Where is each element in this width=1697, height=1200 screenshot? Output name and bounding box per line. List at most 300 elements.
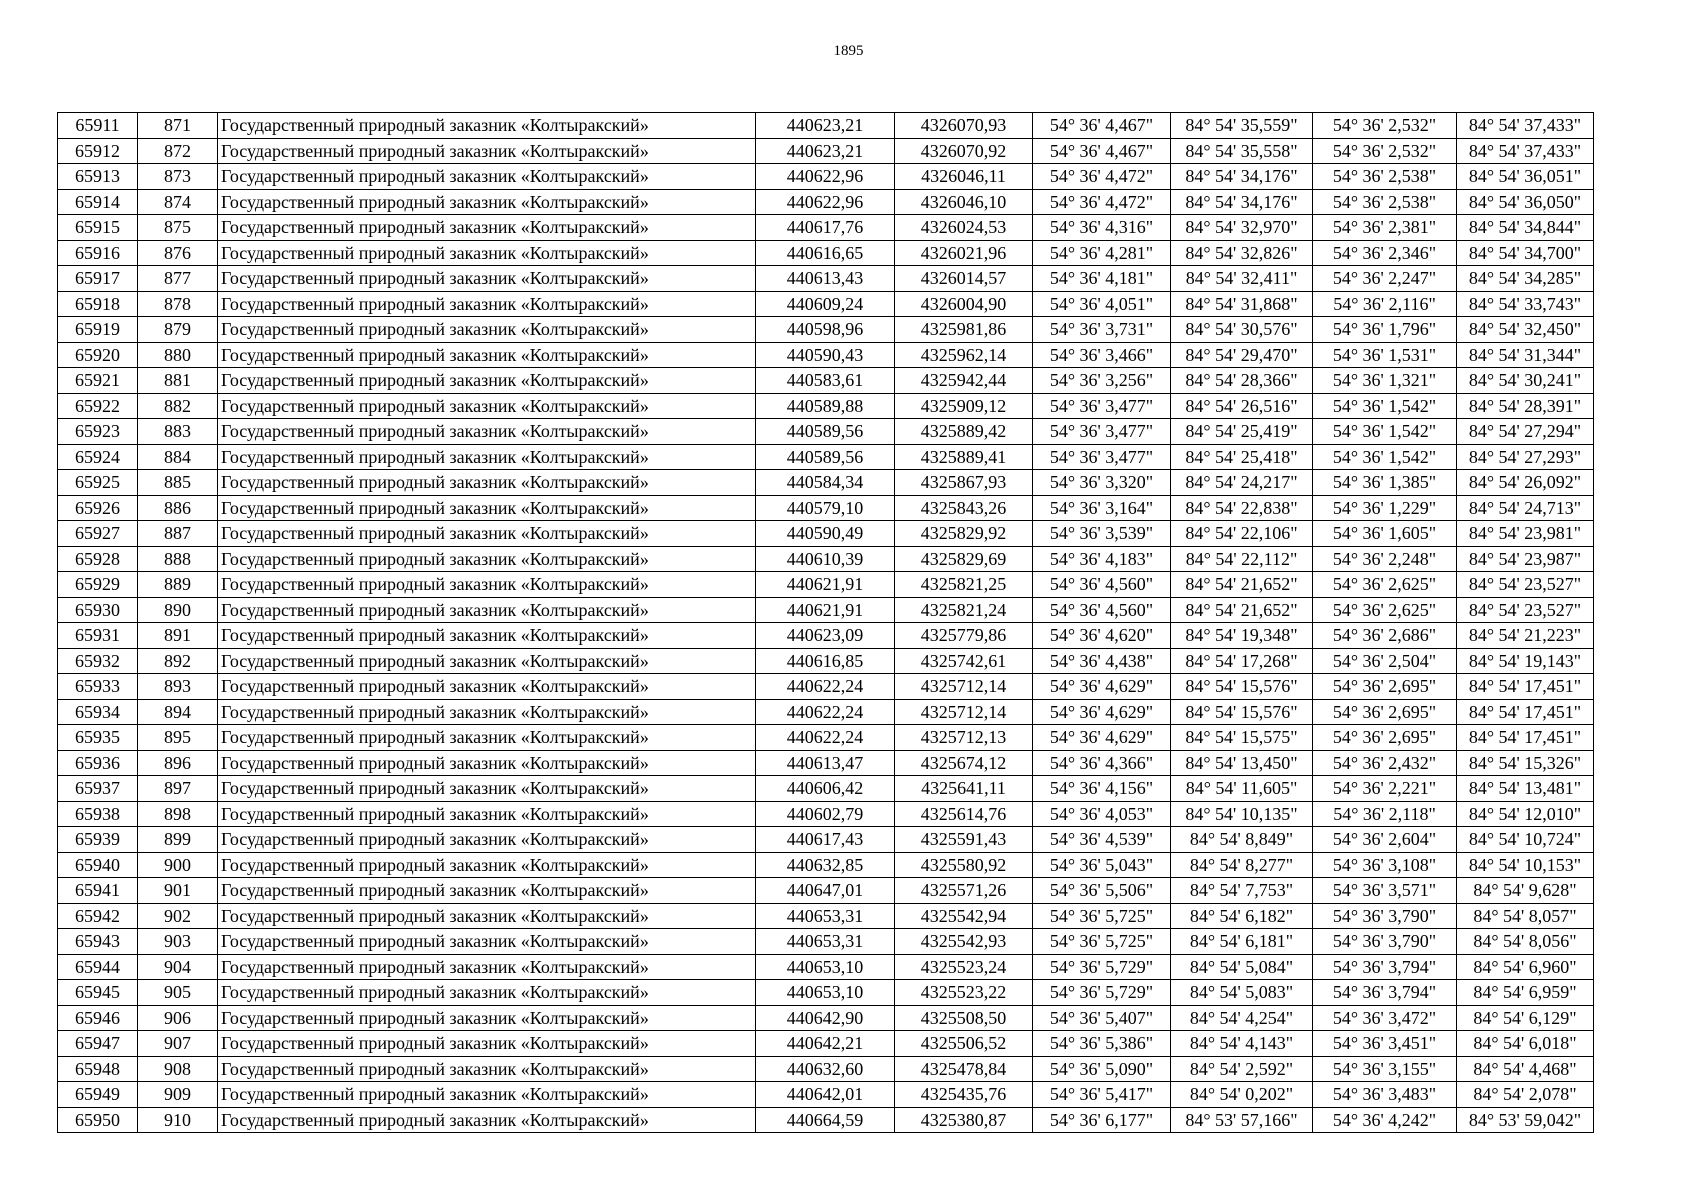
latitude-b-cell: 54° 36' 3,472" xyxy=(1313,1005,1457,1031)
longitude-a-cell: 84° 54' 4,254" xyxy=(1171,1005,1313,1031)
point-number-cell: 887 xyxy=(138,521,218,547)
latitude-a-cell: 54° 36' 4,281" xyxy=(1033,240,1171,266)
object-name-cell: Государственный природный заказник «Колтыракский» xyxy=(218,444,756,470)
longitude-b-cell: 84° 54' 8,057" xyxy=(1457,903,1594,929)
table-row xyxy=(58,750,1594,776)
latitude-a-cell: 54° 36' 4,629" xyxy=(1033,674,1171,700)
point-number-cell: 883 xyxy=(138,419,218,445)
table-row xyxy=(58,1107,1594,1133)
longitude-a-cell: 84° 54' 22,112" xyxy=(1171,546,1313,572)
x-coordinate-cell: 440606,42 xyxy=(756,776,895,802)
longitude-b-cell: 84° 54' 24,713" xyxy=(1457,495,1594,521)
latitude-a-cell: 54° 36' 3,164" xyxy=(1033,495,1171,521)
point-number-cell: 890 xyxy=(138,597,218,623)
page-number: 1895 xyxy=(833,43,864,59)
longitude-a-cell: 84° 54' 35,559" xyxy=(1171,113,1313,139)
point-number-cell: 884 xyxy=(138,444,218,470)
latitude-a-cell: 54° 36' 4,467" xyxy=(1033,113,1171,139)
latitude-b-cell: 54° 36' 1,321" xyxy=(1313,368,1457,394)
y-coordinate-cell: 4325712,14 xyxy=(895,674,1033,700)
longitude-a-cell: 84° 54' 11,605" xyxy=(1171,776,1313,802)
longitude-b-cell: 84° 54' 34,844" xyxy=(1457,215,1594,241)
latitude-b-cell: 54° 36' 3,794" xyxy=(1313,980,1457,1006)
longitude-a-cell: 84° 54' 19,348" xyxy=(1171,623,1313,649)
longitude-b-cell: 84° 54' 4,468" xyxy=(1457,1056,1594,1082)
y-coordinate-cell: 4325779,86 xyxy=(895,623,1033,649)
latitude-a-cell: 54° 36' 4,053" xyxy=(1033,801,1171,827)
x-coordinate-cell: 440589,56 xyxy=(756,419,895,445)
x-coordinate-cell: 440653,10 xyxy=(756,980,895,1006)
longitude-a-cell: 84° 54' 4,143" xyxy=(1171,1031,1313,1057)
object-name-cell: Государственный природный заказник «Колтыракский» xyxy=(218,980,756,1006)
longitude-b-cell: 84° 54' 17,451" xyxy=(1457,699,1594,725)
longitude-a-cell: 84° 54' 32,411" xyxy=(1171,266,1313,292)
longitude-a-cell: 84° 54' 0,202" xyxy=(1171,1082,1313,1108)
x-coordinate-cell: 440610,39 xyxy=(756,546,895,572)
x-coordinate-cell: 440617,76 xyxy=(756,215,895,241)
point-number-cell: 895 xyxy=(138,725,218,751)
table-row xyxy=(58,648,1594,674)
latitude-b-cell: 54° 36' 2,432" xyxy=(1313,750,1457,776)
latitude-a-cell: 54° 36' 5,407" xyxy=(1033,1005,1171,1031)
object-name-cell: Государственный природный заказник «Колтыракский» xyxy=(218,852,756,878)
table-row xyxy=(58,470,1594,496)
latitude-b-cell: 54° 36' 3,571" xyxy=(1313,878,1457,904)
latitude-a-cell: 54° 36' 5,417" xyxy=(1033,1082,1171,1108)
row-id-cell: 65944 xyxy=(58,954,138,980)
table-row xyxy=(58,929,1594,955)
x-coordinate-cell: 440642,01 xyxy=(756,1082,895,1108)
x-coordinate-cell: 440590,43 xyxy=(756,342,895,368)
longitude-b-cell: 84° 54' 17,451" xyxy=(1457,725,1594,751)
longitude-a-cell: 84° 54' 34,176" xyxy=(1171,164,1313,190)
x-coordinate-cell: 440647,01 xyxy=(756,878,895,904)
table-row xyxy=(58,725,1594,751)
x-coordinate-cell: 440653,10 xyxy=(756,954,895,980)
table-row xyxy=(58,980,1594,1006)
latitude-b-cell: 54° 36' 2,504" xyxy=(1313,648,1457,674)
y-coordinate-cell: 4326070,93 xyxy=(895,113,1033,139)
table-row xyxy=(58,521,1594,547)
latitude-b-cell: 54° 36' 2,116" xyxy=(1313,291,1457,317)
table-row xyxy=(58,674,1594,700)
latitude-b-cell: 54° 36' 3,794" xyxy=(1313,954,1457,980)
object-name-cell: Государственный природный заказник «Колтыракский» xyxy=(218,470,756,496)
y-coordinate-cell: 4325523,24 xyxy=(895,954,1033,980)
longitude-b-cell: 84° 54' 32,450" xyxy=(1457,317,1594,343)
longitude-a-cell: 84° 54' 8,277" xyxy=(1171,852,1313,878)
object-name-cell: Государственный природный заказник «Колтыракский» xyxy=(218,419,756,445)
latitude-a-cell: 54° 36' 4,539" xyxy=(1033,827,1171,853)
x-coordinate-cell: 440598,96 xyxy=(756,317,895,343)
longitude-a-cell: 84° 54' 13,450" xyxy=(1171,750,1313,776)
y-coordinate-cell: 4325580,92 xyxy=(895,852,1033,878)
object-name-cell: Государственный природный заказник «Колтыракский» xyxy=(218,215,756,241)
latitude-a-cell: 54° 36' 5,725" xyxy=(1033,929,1171,955)
latitude-b-cell: 54° 36' 2,695" xyxy=(1313,674,1457,700)
latitude-b-cell: 54° 36' 3,790" xyxy=(1313,903,1457,929)
point-number-cell: 906 xyxy=(138,1005,218,1031)
longitude-b-cell: 84° 54' 6,960" xyxy=(1457,954,1594,980)
x-coordinate-cell: 440622,24 xyxy=(756,725,895,751)
object-name-cell: Государственный природный заказник «Колтыракский» xyxy=(218,954,756,980)
object-name-cell: Государственный природный заказник «Колтыракский» xyxy=(218,521,756,547)
x-coordinate-cell: 440632,85 xyxy=(756,852,895,878)
y-coordinate-cell: 4325981,86 xyxy=(895,317,1033,343)
table-row xyxy=(58,852,1594,878)
x-coordinate-cell: 440642,21 xyxy=(756,1031,895,1057)
longitude-b-cell: 84° 54' 19,143" xyxy=(1457,648,1594,674)
x-coordinate-cell: 440613,47 xyxy=(756,750,895,776)
object-name-cell: Государственный природный заказник «Колтыракский» xyxy=(218,1005,756,1031)
latitude-a-cell: 54° 36' 4,629" xyxy=(1033,725,1171,751)
x-coordinate-cell: 440642,90 xyxy=(756,1005,895,1031)
longitude-a-cell: 84° 54' 21,652" xyxy=(1171,597,1313,623)
latitude-b-cell: 54° 36' 1,531" xyxy=(1313,342,1457,368)
point-number-cell: 875 xyxy=(138,215,218,241)
row-id-cell: 65938 xyxy=(58,801,138,827)
longitude-b-cell: 84° 54' 34,700" xyxy=(1457,240,1594,266)
object-name-cell: Государственный природный заказник «Колтыракский» xyxy=(218,801,756,827)
row-id-cell: 65919 xyxy=(58,317,138,343)
table-row xyxy=(58,266,1594,292)
latitude-a-cell: 54° 36' 4,366" xyxy=(1033,750,1171,776)
object-name-cell: Государственный природный заказник «Колтыракский» xyxy=(218,1107,756,1133)
y-coordinate-cell: 4326024,53 xyxy=(895,215,1033,241)
row-id-cell: 65946 xyxy=(58,1005,138,1031)
x-coordinate-cell: 440589,88 xyxy=(756,393,895,419)
x-coordinate-cell: 440623,09 xyxy=(756,623,895,649)
longitude-b-cell: 84° 54' 15,326" xyxy=(1457,750,1594,776)
latitude-a-cell: 54° 36' 5,386" xyxy=(1033,1031,1171,1057)
y-coordinate-cell: 4325542,94 xyxy=(895,903,1033,929)
x-coordinate-cell: 440653,31 xyxy=(756,903,895,929)
longitude-a-cell: 84° 53' 57,166" xyxy=(1171,1107,1313,1133)
latitude-b-cell: 54° 36' 3,790" xyxy=(1313,929,1457,955)
latitude-a-cell: 54° 36' 3,466" xyxy=(1033,342,1171,368)
y-coordinate-cell: 4325571,26 xyxy=(895,878,1033,904)
row-id-cell: 65948 xyxy=(58,1056,138,1082)
point-number-cell: 908 xyxy=(138,1056,218,1082)
y-coordinate-cell: 4325821,25 xyxy=(895,572,1033,598)
longitude-a-cell: 84° 54' 15,576" xyxy=(1171,699,1313,725)
object-name-cell: Государственный природный заказник «Колтыракский» xyxy=(218,878,756,904)
latitude-a-cell: 54° 36' 3,731" xyxy=(1033,317,1171,343)
object-name-cell: Государственный природный заказник «Колтыракский» xyxy=(218,164,756,190)
latitude-a-cell: 54° 36' 6,177" xyxy=(1033,1107,1171,1133)
row-id-cell: 65914 xyxy=(58,189,138,215)
table-row xyxy=(58,164,1594,190)
row-id-cell: 65920 xyxy=(58,342,138,368)
latitude-b-cell: 54° 36' 2,625" xyxy=(1313,572,1457,598)
longitude-a-cell: 84° 54' 15,575" xyxy=(1171,725,1313,751)
row-id-cell: 65912 xyxy=(58,138,138,164)
table-row xyxy=(58,317,1594,343)
latitude-b-cell: 54° 36' 1,542" xyxy=(1313,393,1457,419)
row-id-cell: 65923 xyxy=(58,419,138,445)
y-coordinate-cell: 4326070,92 xyxy=(895,138,1033,164)
point-number-cell: 891 xyxy=(138,623,218,649)
latitude-b-cell: 54° 36' 2,532" xyxy=(1313,113,1457,139)
longitude-a-cell: 84° 54' 7,753" xyxy=(1171,878,1313,904)
object-name-cell: Государственный природный заказник «Колтыракский» xyxy=(218,929,756,955)
row-id-cell: 65931 xyxy=(58,623,138,649)
longitude-b-cell: 84° 54' 37,433" xyxy=(1457,113,1594,139)
y-coordinate-cell: 4325942,44 xyxy=(895,368,1033,394)
longitude-b-cell: 84° 54' 36,051" xyxy=(1457,164,1594,190)
y-coordinate-cell: 4325614,76 xyxy=(895,801,1033,827)
latitude-b-cell: 54° 36' 2,346" xyxy=(1313,240,1457,266)
object-name-cell: Государственный природный заказник «Колтыракский» xyxy=(218,750,756,776)
longitude-b-cell: 84° 54' 34,285" xyxy=(1457,266,1594,292)
point-number-cell: 898 xyxy=(138,801,218,827)
coordinates-table xyxy=(57,112,1594,1133)
object-name-cell: Государственный природный заказник «Колтыракский» xyxy=(218,189,756,215)
latitude-a-cell: 54° 36' 3,477" xyxy=(1033,444,1171,470)
y-coordinate-cell: 4325821,24 xyxy=(895,597,1033,623)
table-row xyxy=(58,368,1594,394)
row-id-cell: 65933 xyxy=(58,674,138,700)
y-coordinate-cell: 4325712,14 xyxy=(895,699,1033,725)
latitude-a-cell: 54° 36' 3,539" xyxy=(1033,521,1171,547)
latitude-a-cell: 54° 36' 3,320" xyxy=(1033,470,1171,496)
latitude-a-cell: 54° 36' 5,729" xyxy=(1033,954,1171,980)
longitude-a-cell: 84° 54' 22,838" xyxy=(1171,495,1313,521)
table-row xyxy=(58,1005,1594,1031)
longitude-b-cell: 84° 54' 8,056" xyxy=(1457,929,1594,955)
x-coordinate-cell: 440590,49 xyxy=(756,521,895,547)
latitude-b-cell: 54° 36' 2,248" xyxy=(1313,546,1457,572)
y-coordinate-cell: 4325542,93 xyxy=(895,929,1033,955)
longitude-b-cell: 84° 54' 27,293" xyxy=(1457,444,1594,470)
longitude-a-cell: 84° 54' 25,419" xyxy=(1171,419,1313,445)
latitude-b-cell: 54° 36' 2,604" xyxy=(1313,827,1457,853)
row-id-cell: 65943 xyxy=(58,929,138,955)
longitude-b-cell: 84° 54' 28,391" xyxy=(1457,393,1594,419)
x-coordinate-cell: 440623,21 xyxy=(756,138,895,164)
row-id-cell: 65934 xyxy=(58,699,138,725)
x-coordinate-cell: 440583,61 xyxy=(756,368,895,394)
row-id-cell: 65939 xyxy=(58,827,138,853)
row-id-cell: 65915 xyxy=(58,215,138,241)
object-name-cell: Государственный природный заказник «Колтыракский» xyxy=(218,725,756,751)
latitude-b-cell: 54° 36' 1,605" xyxy=(1313,521,1457,547)
x-coordinate-cell: 440664,59 xyxy=(756,1107,895,1133)
latitude-a-cell: 54° 36' 4,560" xyxy=(1033,572,1171,598)
table-row xyxy=(58,903,1594,929)
table-row xyxy=(58,878,1594,904)
object-name-cell: Государственный природный заказник «Колтыракский» xyxy=(218,597,756,623)
x-coordinate-cell: 440584,34 xyxy=(756,470,895,496)
latitude-b-cell: 54° 36' 1,542" xyxy=(1313,419,1457,445)
point-number-cell: 882 xyxy=(138,393,218,419)
row-id-cell: 65911 xyxy=(58,113,138,139)
x-coordinate-cell: 440609,24 xyxy=(756,291,895,317)
row-id-cell: 65918 xyxy=(58,291,138,317)
object-name-cell: Государственный природный заказник «Колтыракский» xyxy=(218,648,756,674)
table-row xyxy=(58,495,1594,521)
longitude-a-cell: 84° 54' 17,268" xyxy=(1171,648,1313,674)
latitude-a-cell: 54° 36' 4,629" xyxy=(1033,699,1171,725)
row-id-cell: 65945 xyxy=(58,980,138,1006)
latitude-b-cell: 54° 36' 3,155" xyxy=(1313,1056,1457,1082)
latitude-a-cell: 54° 36' 4,472" xyxy=(1033,189,1171,215)
x-coordinate-cell: 440589,56 xyxy=(756,444,895,470)
longitude-a-cell: 84° 54' 22,106" xyxy=(1171,521,1313,547)
longitude-b-cell: 84° 54' 2,078" xyxy=(1457,1082,1594,1108)
y-coordinate-cell: 4326004,90 xyxy=(895,291,1033,317)
x-coordinate-cell: 440622,24 xyxy=(756,674,895,700)
y-coordinate-cell: 4325478,84 xyxy=(895,1056,1033,1082)
point-number-cell: 886 xyxy=(138,495,218,521)
row-id-cell: 65941 xyxy=(58,878,138,904)
x-coordinate-cell: 440617,43 xyxy=(756,827,895,853)
table-row xyxy=(58,138,1594,164)
row-id-cell: 65930 xyxy=(58,597,138,623)
longitude-a-cell: 84° 54' 26,516" xyxy=(1171,393,1313,419)
row-id-cell: 65949 xyxy=(58,1082,138,1108)
row-id-cell: 65937 xyxy=(58,776,138,802)
row-id-cell: 65924 xyxy=(58,444,138,470)
y-coordinate-cell: 4326046,11 xyxy=(895,164,1033,190)
longitude-b-cell: 84° 54' 6,959" xyxy=(1457,980,1594,1006)
longitude-b-cell: 84° 54' 10,153" xyxy=(1457,852,1594,878)
y-coordinate-cell: 4325867,93 xyxy=(895,470,1033,496)
latitude-b-cell: 54° 36' 2,625" xyxy=(1313,597,1457,623)
point-number-cell: 871 xyxy=(138,113,218,139)
latitude-a-cell: 54° 36' 3,477" xyxy=(1033,393,1171,419)
object-name-cell: Государственный природный заказник «Колтыракский» xyxy=(218,1056,756,1082)
table-row xyxy=(58,113,1594,139)
table-row xyxy=(58,776,1594,802)
longitude-b-cell: 84° 54' 6,129" xyxy=(1457,1005,1594,1031)
y-coordinate-cell: 4325508,50 xyxy=(895,1005,1033,1031)
longitude-b-cell: 84° 54' 26,092" xyxy=(1457,470,1594,496)
object-name-cell: Государственный природный заказник «Колтыракский» xyxy=(218,342,756,368)
latitude-a-cell: 54° 36' 4,051" xyxy=(1033,291,1171,317)
table-row xyxy=(58,419,1594,445)
table-row xyxy=(58,623,1594,649)
longitude-b-cell: 84° 54' 23,981" xyxy=(1457,521,1594,547)
object-name-cell: Государственный природный заказник «Колтыракский» xyxy=(218,776,756,802)
object-name-cell: Государственный природный заказник «Колтыракский» xyxy=(218,546,756,572)
longitude-b-cell: 84° 54' 21,223" xyxy=(1457,623,1594,649)
longitude-a-cell: 84° 54' 6,182" xyxy=(1171,903,1313,929)
longitude-a-cell: 84° 54' 31,868" xyxy=(1171,291,1313,317)
row-id-cell: 65929 xyxy=(58,572,138,598)
longitude-b-cell: 84° 54' 23,527" xyxy=(1457,597,1594,623)
table-row xyxy=(58,801,1594,827)
longitude-a-cell: 84° 54' 35,558" xyxy=(1171,138,1313,164)
x-coordinate-cell: 440622,96 xyxy=(756,189,895,215)
longitude-b-cell: 84° 54' 31,344" xyxy=(1457,342,1594,368)
row-id-cell: 65947 xyxy=(58,1031,138,1057)
row-id-cell: 65942 xyxy=(58,903,138,929)
latitude-a-cell: 54° 36' 4,560" xyxy=(1033,597,1171,623)
object-name-cell: Государственный природный заказник «Колтыракский» xyxy=(218,368,756,394)
longitude-a-cell: 84° 54' 32,970" xyxy=(1171,215,1313,241)
table-body xyxy=(58,113,1594,1133)
x-coordinate-cell: 440621,91 xyxy=(756,597,895,623)
longitude-b-cell: 84° 54' 37,433" xyxy=(1457,138,1594,164)
object-name-cell: Государственный природный заказник «Колтыракский» xyxy=(218,1082,756,1108)
point-number-cell: 885 xyxy=(138,470,218,496)
point-number-cell: 889 xyxy=(138,572,218,598)
y-coordinate-cell: 4325829,92 xyxy=(895,521,1033,547)
row-id-cell: 65935 xyxy=(58,725,138,751)
point-number-cell: 877 xyxy=(138,266,218,292)
longitude-a-cell: 84° 54' 32,826" xyxy=(1171,240,1313,266)
latitude-a-cell: 54° 36' 4,156" xyxy=(1033,776,1171,802)
longitude-a-cell: 84° 54' 34,176" xyxy=(1171,189,1313,215)
row-id-cell: 65922 xyxy=(58,393,138,419)
latitude-a-cell: 54° 36' 4,467" xyxy=(1033,138,1171,164)
object-name-cell: Государственный природный заказник «Колтыракский» xyxy=(218,827,756,853)
x-coordinate-cell: 440621,91 xyxy=(756,572,895,598)
longitude-a-cell: 84° 54' 28,366" xyxy=(1171,368,1313,394)
y-coordinate-cell: 4325909,12 xyxy=(895,393,1033,419)
y-coordinate-cell: 4326014,57 xyxy=(895,266,1033,292)
table-row xyxy=(58,393,1594,419)
latitude-b-cell: 54° 36' 2,686" xyxy=(1313,623,1457,649)
longitude-a-cell: 84° 54' 25,418" xyxy=(1171,444,1313,470)
table-row xyxy=(58,546,1594,572)
longitude-a-cell: 84° 54' 24,217" xyxy=(1171,470,1313,496)
object-name-cell: Государственный природный заказник «Колтыракский» xyxy=(218,1031,756,1057)
row-id-cell: 65913 xyxy=(58,164,138,190)
latitude-a-cell: 54° 36' 4,316" xyxy=(1033,215,1171,241)
point-number-cell: 872 xyxy=(138,138,218,164)
point-number-cell: 874 xyxy=(138,189,218,215)
y-coordinate-cell: 4325889,42 xyxy=(895,419,1033,445)
table-row xyxy=(58,189,1594,215)
table-row xyxy=(58,240,1594,266)
x-coordinate-cell: 440653,31 xyxy=(756,929,895,955)
latitude-b-cell: 54° 36' 4,242" xyxy=(1313,1107,1457,1133)
longitude-b-cell: 84° 54' 36,050" xyxy=(1457,189,1594,215)
latitude-a-cell: 54° 36' 4,183" xyxy=(1033,546,1171,572)
latitude-b-cell: 54° 36' 1,796" xyxy=(1313,317,1457,343)
longitude-b-cell: 84° 53' 59,042" xyxy=(1457,1107,1594,1133)
longitude-b-cell: 84° 54' 23,987" xyxy=(1457,546,1594,572)
latitude-b-cell: 54° 36' 2,247" xyxy=(1313,266,1457,292)
object-name-cell: Государственный природный заказник «Колтыракский» xyxy=(218,623,756,649)
longitude-a-cell: 84° 54' 5,084" xyxy=(1171,954,1313,980)
table-row xyxy=(58,597,1594,623)
longitude-a-cell: 84° 54' 29,470" xyxy=(1171,342,1313,368)
point-number-cell: 904 xyxy=(138,954,218,980)
latitude-a-cell: 54° 36' 4,620" xyxy=(1033,623,1171,649)
point-number-cell: 909 xyxy=(138,1082,218,1108)
y-coordinate-cell: 4325829,69 xyxy=(895,546,1033,572)
latitude-a-cell: 54° 36' 4,438" xyxy=(1033,648,1171,674)
y-coordinate-cell: 4325506,52 xyxy=(895,1031,1033,1057)
object-name-cell: Государственный природный заказник «Колтыракский» xyxy=(218,903,756,929)
table-row xyxy=(58,954,1594,980)
point-number-cell: 888 xyxy=(138,546,218,572)
object-name-cell: Государственный природный заказник «Колтыракский» xyxy=(218,699,756,725)
table-row xyxy=(58,699,1594,725)
longitude-b-cell: 84° 54' 17,451" xyxy=(1457,674,1594,700)
latitude-a-cell: 54° 36' 5,043" xyxy=(1033,852,1171,878)
x-coordinate-cell: 440623,21 xyxy=(756,113,895,139)
latitude-b-cell: 54° 36' 2,221" xyxy=(1313,776,1457,802)
y-coordinate-cell: 4325641,11 xyxy=(895,776,1033,802)
point-number-cell: 880 xyxy=(138,342,218,368)
longitude-a-cell: 84° 54' 21,652" xyxy=(1171,572,1313,598)
longitude-b-cell: 84° 54' 23,527" xyxy=(1457,572,1594,598)
table-row xyxy=(58,342,1594,368)
